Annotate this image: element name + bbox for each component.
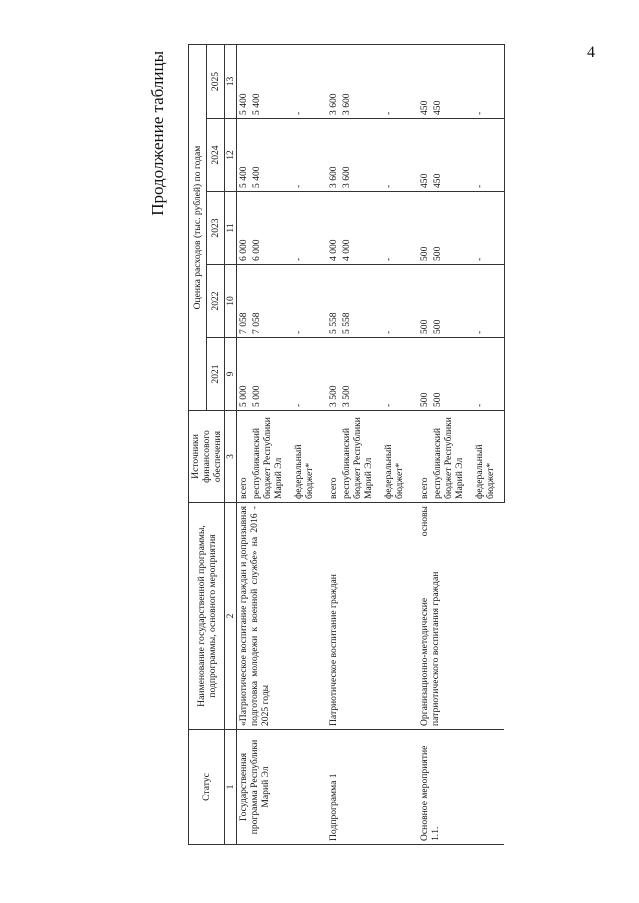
row-value: 4 000 [327,192,340,265]
column-number: 2 [225,503,237,730]
rotated-page [148,45,590,845]
table-row [237,45,251,845]
row-value: 7 058 [250,265,285,338]
row-value: 3 600 [340,45,375,119]
row-value: 450 [431,45,466,119]
header-year: 2022 [207,265,225,338]
column-number: 10 [225,265,237,338]
table-body [237,45,505,845]
row-status: Государственная программа Республики Марий Эл [237,730,328,845]
row-name: «Патриотическое воспитание граждан и допризывная подготовка молодежи к военной службе» на 2016 - 2025 годы [237,503,328,730]
row-value: 6 000 [237,192,251,265]
column-number: 3 [225,411,237,503]
column-number: 12 [225,119,237,192]
row-value: - [375,119,417,192]
column-number-row [225,45,237,845]
row-value: 5 400 [250,119,285,192]
row-value: 5 558 [327,265,340,338]
row-name: Патриотическое воспитание граждан [327,503,417,730]
row-value: - [375,265,417,338]
row-value: - [466,265,505,338]
header-year: 2024 [207,119,225,192]
row-value: 500 [418,265,431,338]
row-source: всего [418,411,431,503]
row-name: Организационно-методические основы патриотического воспитания граждан [418,503,505,730]
column-number: 13 [225,45,237,119]
row-value: 5 558 [340,265,375,338]
row-value: 5 400 [237,119,251,192]
continuation-title: Продолжение таблицы [148,51,167,216]
column-number: 1 [225,730,237,845]
row-value: 500 [431,192,466,265]
row-value: 3 500 [327,338,340,411]
row-status: Основное мероприятие 1.1. [418,730,505,845]
row-value: 3 600 [340,119,375,192]
row-source: федеральный бюджет* [285,411,327,503]
header-row-1 [189,45,207,845]
row-value: 500 [431,265,466,338]
row-value: 4 000 [340,192,375,265]
row-source: федеральный бюджет* [466,411,505,503]
row-value: 5 400 [237,45,251,119]
row-source: всего [327,411,340,503]
row-source: республиканский бюджет Республики Марий Эл [431,411,466,503]
row-value: 450 [418,119,431,192]
row-source: республиканский бюджет Республики Марий Эл [340,411,375,503]
row-value: 450 [431,119,466,192]
column-number: 9 [225,338,237,411]
row-value: 5 000 [237,338,251,411]
row-value: 5 000 [250,338,285,411]
row-value: 3 600 [327,119,340,192]
row-value: 7 058 [237,265,251,338]
row-value: - [285,45,327,119]
row-source: всего [237,411,251,503]
table-row [327,45,340,845]
row-status: Подпрограмма 1 [327,730,417,845]
row-value: - [466,338,505,411]
row-value: - [285,338,327,411]
row-source: федеральный бюджет* [375,411,417,503]
row-source: республиканский бюджет Республики Марий Эл [250,411,285,503]
row-value: 500 [418,192,431,265]
header-name: Наименование государственной программы, подпрограммы, основного мероприятия [189,503,225,730]
header-source: Источники финансового обеспечения [189,411,225,503]
row-value: - [285,119,327,192]
row-value: 5 400 [250,45,285,119]
row-value: - [285,265,327,338]
row-value: 500 [431,338,466,411]
row-value: - [375,192,417,265]
header-year: 2021 [207,338,225,411]
column-number: 11 [225,192,237,265]
row-value: - [466,119,505,192]
row-value: - [466,192,505,265]
header-year: 2023 [207,192,225,265]
row-value: 6 000 [250,192,285,265]
row-value: - [466,45,505,119]
header-estimate: Оценка расходов (тыс. рублей) по годам [189,45,207,411]
row-value: - [285,192,327,265]
row-value: 3 600 [327,45,340,119]
expenses-table [188,44,505,845]
row-value: 500 [418,338,431,411]
table-row [418,45,431,845]
header-year: 2025 [207,45,225,119]
page-number: 4 [587,44,595,61]
row-value: - [375,45,417,119]
header-status: Статус [189,730,225,845]
row-value: 450 [418,45,431,119]
row-value: - [375,338,417,411]
row-value: 3 500 [340,338,375,411]
